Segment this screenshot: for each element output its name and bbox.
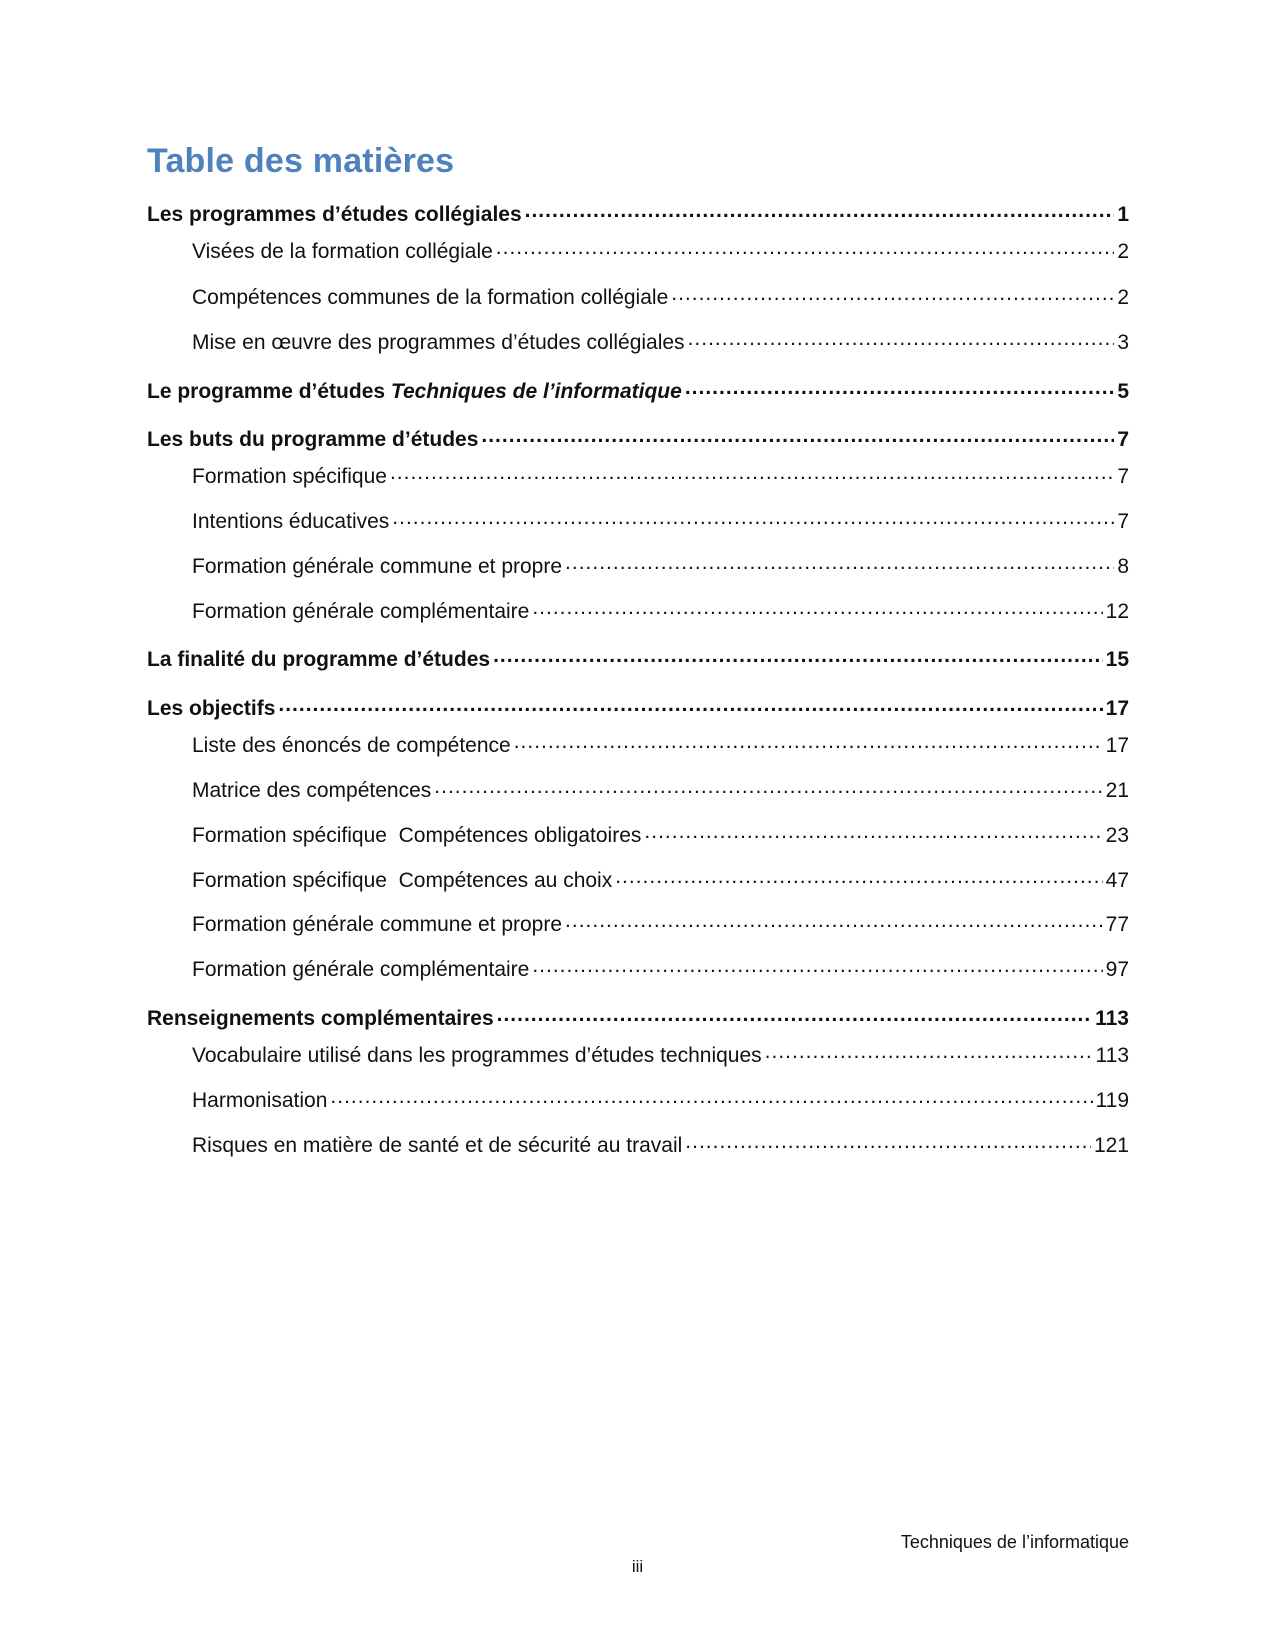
- toc-entry[interactable]: [147, 645, 1129, 675]
- toc-entry[interactable]: [147, 462, 1129, 492]
- footer-page-number: iii: [631, 1557, 644, 1576]
- toc-entry-label: Les programmes d’études collégiales: [147, 203, 522, 226]
- dot-leader: [532, 597, 1102, 618]
- dot-leader: [497, 1004, 1092, 1025]
- dot-leader: [565, 552, 1114, 573]
- dot-leader: [685, 1131, 1091, 1152]
- toc-entry-label: [147, 380, 682, 404]
- toc-entry-page: 23: [1105, 824, 1129, 847]
- dot-leader: [688, 328, 1115, 349]
- toc-entry[interactable]: [147, 821, 1129, 851]
- toc-entry-label: Mise en œuvre des programmes d’études collégiales: [192, 331, 685, 354]
- toc-entry-label-prefix: Le programme d’études: [147, 380, 391, 403]
- toc-entry-label: Formation générale complémentaire: [192, 958, 530, 981]
- toc-entry[interactable]: [147, 328, 1129, 358]
- toc-entry[interactable]: [147, 237, 1129, 267]
- toc-entry[interactable]: [147, 866, 1129, 896]
- footer-document-title: Techniques de l’informatique: [900, 1532, 1129, 1552]
- toc-entry-label: Intentions éducatives: [192, 510, 390, 533]
- toc-entry[interactable]: [147, 200, 1129, 230]
- toc-entry[interactable]: [147, 1041, 1129, 1071]
- toc-entry-page: 97: [1105, 958, 1129, 981]
- page-title: Table des matières: [147, 142, 455, 180]
- toc-entry[interactable]: [147, 776, 1129, 806]
- dot-leader: [390, 462, 1114, 483]
- toc-entry-page: 47: [1105, 869, 1129, 892]
- toc-entry-label: Matrice des compétences: [192, 779, 432, 802]
- dot-leader: [496, 237, 1115, 258]
- toc-entry[interactable]: [147, 1004, 1129, 1034]
- toc-entry[interactable]: [147, 283, 1129, 313]
- toc-entry-label: Liste des énoncés de compétence: [192, 734, 511, 757]
- toc-entry-page: 113: [1095, 1044, 1129, 1067]
- toc-entry-page: 17: [1105, 734, 1129, 757]
- dot-leader: [278, 694, 1102, 715]
- dot-leader: [615, 866, 1102, 887]
- toc-entry-page: 7: [1117, 510, 1129, 533]
- toc-entry-page: 21: [1105, 779, 1129, 802]
- toc-entry-label: Vocabulaire utilisé dans les programmes d’études techniques: [192, 1044, 762, 1067]
- toc-entry-label: Formation spécifique: [192, 465, 387, 488]
- dot-leader: [565, 910, 1103, 931]
- toc-entry-label-italic: Techniques de l’informatique: [390, 380, 682, 403]
- dot-leader: [644, 821, 1102, 842]
- toc-entry-label: Formation spécifique Compétences obligatoires: [192, 824, 642, 847]
- dot-leader: [493, 645, 1103, 666]
- toc-entry-label: Les objectifs: [147, 697, 276, 720]
- toc-entry-page: 2: [1117, 240, 1129, 263]
- toc-entry[interactable]: [147, 377, 1129, 407]
- dot-leader: [330, 1086, 1092, 1107]
- toc-entry-page: 113: [1095, 1007, 1129, 1030]
- toc-entry-label: Formation générale commune et propre: [192, 913, 563, 936]
- toc-entry-page: 2: [1117, 286, 1129, 309]
- toc-entry-label: La finalité du programme d’études: [147, 648, 491, 671]
- toc-entry-page: 17: [1105, 697, 1129, 720]
- toc-entry[interactable]: [147, 694, 1129, 724]
- dot-leader: [671, 283, 1114, 304]
- toc-entry-label: Formation générale commune et propre: [192, 555, 563, 578]
- dot-leader: [685, 377, 1114, 398]
- toc-entry[interactable]: [147, 425, 1129, 455]
- toc-entry[interactable]: [147, 552, 1129, 582]
- table-of-contents: [147, 0, 1129, 1650]
- toc-entry-page: 1: [1117, 203, 1129, 226]
- toc-entry-page: 15: [1105, 648, 1129, 671]
- toc-entry-page: 119: [1095, 1089, 1129, 1112]
- toc-entry-label: Harmonisation: [192, 1089, 328, 1112]
- toc-entry-page: 8: [1117, 555, 1129, 578]
- toc-entry-label: Formation spécifique Compétences au choix: [192, 869, 613, 892]
- toc-entry-label: Renseignements complémentaires: [147, 1007, 494, 1030]
- toc-entry-page: 12: [1105, 600, 1129, 623]
- dot-leader: [525, 200, 1115, 221]
- toc-entry[interactable]: [147, 507, 1129, 537]
- toc-entry[interactable]: [147, 731, 1129, 761]
- toc-entry[interactable]: [147, 910, 1129, 940]
- toc-entry-page: 77: [1105, 913, 1129, 936]
- toc-entry-label: Les buts du programme d’études: [147, 428, 479, 451]
- toc-entry-label: Visées de la formation collégiale: [192, 240, 493, 263]
- toc-entry-label: Compétences communes de la formation collégiale: [192, 286, 669, 309]
- toc-entry-page: 7: [1117, 465, 1129, 488]
- dot-leader: [514, 731, 1103, 752]
- toc-entry[interactable]: [147, 1131, 1129, 1161]
- toc-entry-page: 3: [1117, 331, 1129, 354]
- dot-leader: [481, 425, 1114, 446]
- toc-entry-page: 7: [1117, 428, 1129, 451]
- dot-leader: [392, 507, 1114, 528]
- toc-entry[interactable]: [147, 955, 1129, 985]
- toc-entry-label: Risques en matière de santé et de sécurité au travail: [192, 1134, 683, 1157]
- dot-leader: [765, 1041, 1093, 1062]
- dot-leader: [434, 776, 1102, 797]
- toc-entry[interactable]: [147, 1086, 1129, 1116]
- toc-entry[interactable]: [147, 597, 1129, 627]
- dot-leader: [532, 955, 1102, 976]
- toc-entry-page: 5: [1117, 380, 1129, 403]
- toc-entry-label: Formation générale complémentaire: [192, 600, 530, 623]
- toc-entry-page: 121: [1093, 1134, 1129, 1157]
